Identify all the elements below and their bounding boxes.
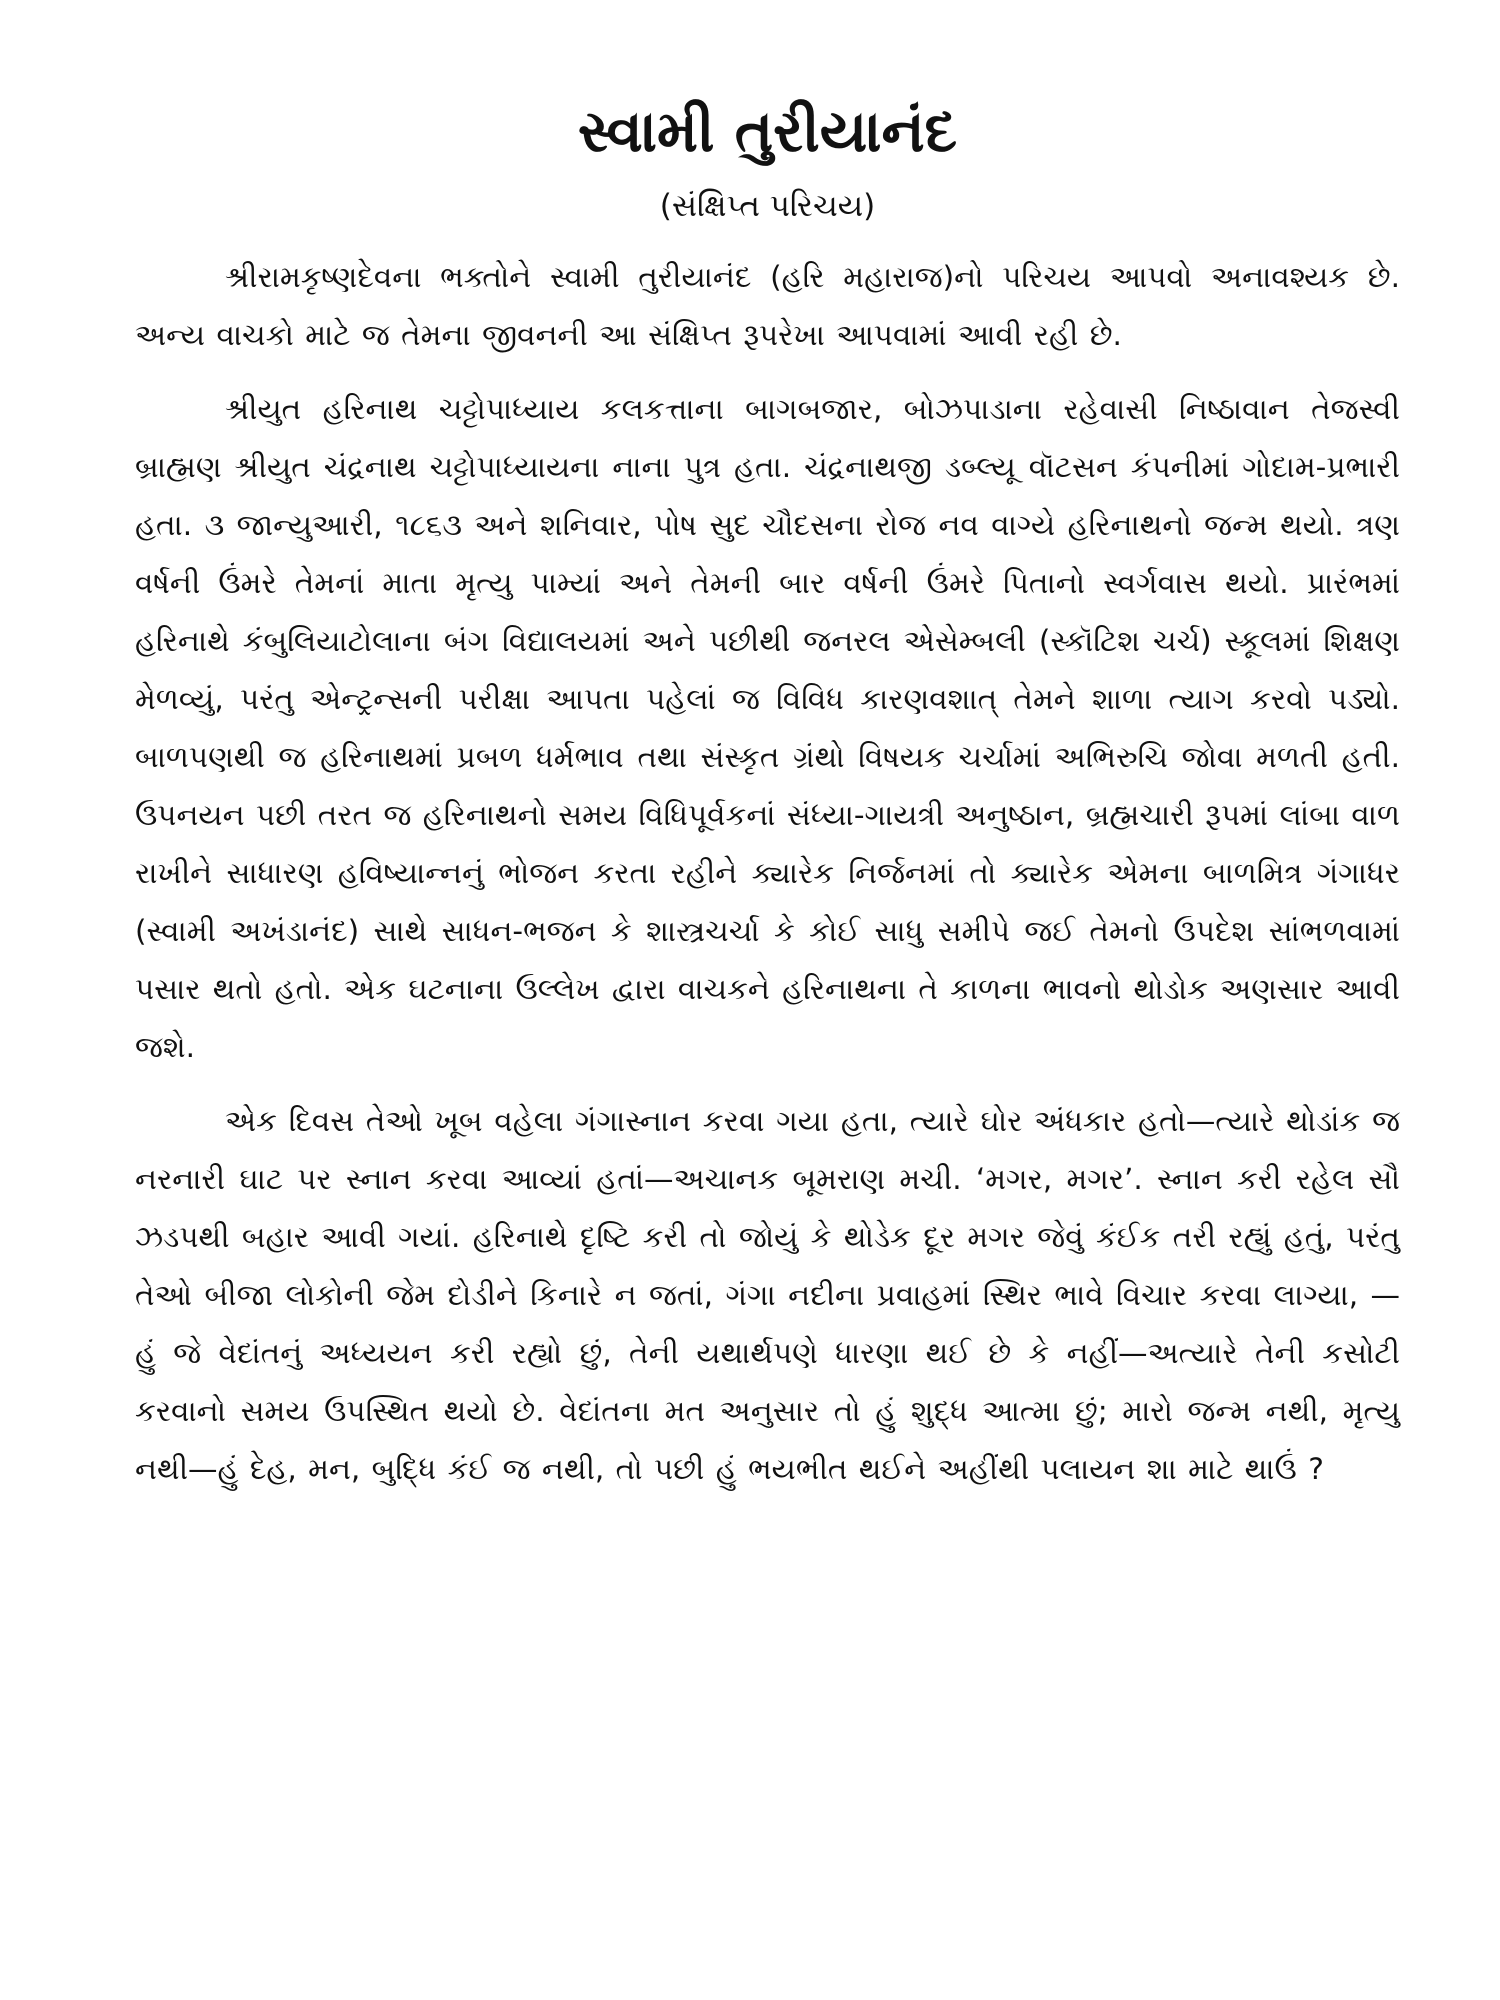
page-subtitle: (સંક્ષિપ્ત પરિચય) — [659, 187, 876, 224]
page-title: સ્વામી તુરીયાનંદ — [577, 97, 958, 165]
paragraph-intro: શ્રીરામકૃષ્ણદેવના ભક્તોને સ્વામી તુરીયાનંદ (હરિ મહારાજ)નો પરિચય આપવો અનાવશ્યક છે. અન્ય વાચકો માટે જ તેમના જીવનની આ સંક્ષિપ્ત રૂપરેખા આપવામાં આવી રહી છે. — [135, 259, 1400, 352]
paragraph-biography: શ્રીયુત હરિનાથ ચટ્ટોપાધ્યાય કલકત્તાના બાગબજાર, બોઝપાડાના રહેવાસી નિષ્ઠાવાન તેજસ્વી બ્રાહ્મણ શ્રીયુત ચંદ્રનાથ ચટ્ટોપાધ્યાયના નાના પુત્ર હતા. ચંદ્રનાથજી ડબ્લ્યૂ વૉટસન કંપનીમાં ગોદામ-પ્રભારી હતા. ૩ જાન્યુઆરી, ૧૮૬૩ અને શનિવાર, પોષ સુદ ચૌદસના રોજ નવ વાગ્યે હરિનાથનો જન્મ થયો. ત્રણ વર્ષની ઉંમરે તેમનાં માતા મૃત્યુ પામ્યાં અને તેમની બાર વર્ષની ઉંમરે પિતાનો સ્વર્ગવાસ થયો. પ્રારંભમાં હરિનાથે કંબુલિયાટોલાના બંગ વિદ્યાલયમાં અને પછીથી જનરલ એસેમ્બલી (સ્કૉટિશ ચર્ચ) સ્કૂલમાં શિક્ષણ મેળવ્યું, પરંતુ એન્ટ્રન્સની પરીક્ષા આપતા પહેલાં જ વિવિધ કારણવશાત્ તેમને શાળા ત્યાગ કરવો પડ્યો. બાળપણથી જ હરિનાથમાં પ્રબળ ધર્મભાવ તથા સંસ્કૃત ગ્રંથો વિષયક ચર્ચામાં અભિરુચિ જોવા મળતી હતી. ઉપનયન પછી તરત જ હરિનાથનો સમય વિધિપૂર્વકનાં સંધ્યા-ગાયત્રી અનુષ્ઠાન, બ્રહ્મચારી રૂપમાં લાંબા વાળ રાખીને સાધારણ હવિષ્યાન્નનું ભોજન કરતા રહીને ક્યારેક નિર્જનમાં તો ક્યારેક એમના બાળમિત્ર ગંગાધર (સ્વામી અખંડાનંદ) સાથે સાધન-ભજન કે શાસ્ત્રચર્ચા કે કોઈ સાધુ સમીપે જઈ તેમનો ઉપદેશ સાંભળવામાં પસાર થતો હતો. એક ઘટનાના ઉલ્લેખ દ્વારા વાચકને હરિનાથના તે કાળના ભાવનો થોડોક અણસાર આવી જશે. — [135, 391, 1400, 1064]
paragraph-ganga-incident: એક દિવસ તેઓ ખૂબ વહેલા ગંગાસ્નાન કરવા ગયા હતા, ત્યારે ઘોર અંધકાર હતો—ત્યારે થોડાંક જ નરનારી ઘાટ પર સ્નાન કરવા આવ્યાં હતાં—અચાનક બૂમરાણ મચી. ‘મગર, મગર’. સ્નાન કરી રહેલ સૌ ઝડપથી બહાર આવી ગયાં. હરિનાથે દૃષ્ટિ કરી તો જોયું કે થોડેક દૂર મગર જેવું કંઈક તરી રહ્યું હતું, પરંતુ તેઓ બીજા લોકોની જેમ દોડીને કિનારે ન જતાં, ગંગા નદીના પ્રવાહમાં સ્થિર ભાવે વિચાર કરવા લાગ્યા, —હું જે વેદાંતનું અધ્યયન કરી રહ્યો છું, તેની યથાર્થપણે ધારણા થઈ છે કે નહીં—અત્યારે તેની કસોટી કરવાનો સમય ઉપસ્થિત થયો છે. વેદાંતના મત અનુસાર તો હું શુદ્ધ આત્મા છું; મારો જન્મ નથી, મૃત્યુ નથી—હું દેહ, મન, બુદ્ધિ કંઈ જ નથી, તો પછી હું ભયભીત થઈને અહીંથી પલાયન શા માટે થાઉં ? — [135, 1103, 1400, 1486]
